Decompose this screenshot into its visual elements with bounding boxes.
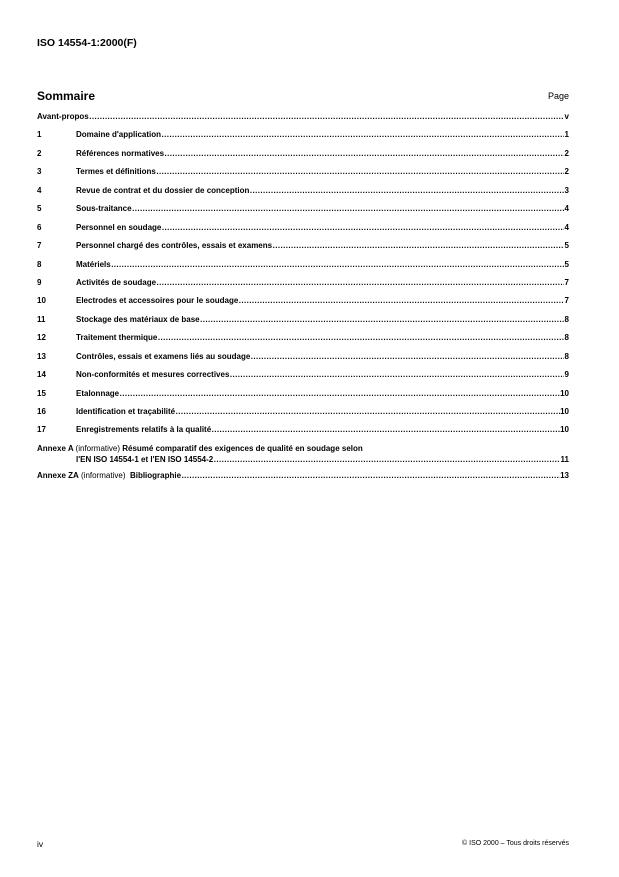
toc-entry-title: Revue de contrat et du dossier de conception bbox=[76, 185, 250, 195]
toc-entry-title: Termes et définitions bbox=[76, 167, 156, 177]
toc-entry-number: 17 bbox=[37, 425, 46, 435]
toc-entry[interactable] bbox=[37, 407, 569, 425]
dot-leader bbox=[230, 370, 564, 379]
toc-entry-page: 7 bbox=[564, 296, 569, 306]
toc-entry-title: Sous-traitance bbox=[76, 204, 132, 214]
toc-entry-number: 16 bbox=[37, 407, 46, 416]
dot-leader bbox=[212, 425, 560, 434]
toc-entry-number: 13 bbox=[37, 351, 46, 361]
toc-entry-annex-za[interactable] bbox=[37, 471, 569, 489]
table-of-contents bbox=[37, 112, 569, 489]
page-column-label: Page bbox=[547, 91, 569, 101]
dot-leader bbox=[111, 260, 564, 269]
toc-entry-page: 1 bbox=[564, 130, 569, 140]
toc-entry[interactable] bbox=[37, 112, 569, 130]
toc-entry[interactable] bbox=[37, 241, 569, 259]
toc-entry-page: 10 bbox=[560, 388, 569, 398]
dot-leader bbox=[251, 352, 564, 361]
contents-title: Sommaire bbox=[37, 89, 96, 103]
toc-entry[interactable] bbox=[37, 278, 569, 296]
annex-za-page: 13 bbox=[560, 470, 569, 480]
toc-entry-page: 5 bbox=[564, 241, 569, 251]
toc-entry-number: 9 bbox=[37, 277, 42, 287]
toc-entry-page: 2 bbox=[564, 167, 569, 177]
toc-entry-title: Matériels bbox=[76, 259, 111, 269]
toc-entry-page: 8 bbox=[564, 351, 569, 361]
toc-entry[interactable] bbox=[37, 389, 569, 407]
toc-entry-page: 10 bbox=[560, 407, 569, 416]
toc-entry-number: 8 bbox=[37, 259, 42, 269]
toc-entry[interactable] bbox=[37, 167, 569, 185]
annex-a-title-line2: l'EN ISO 14554-1 et l'EN ISO 14554-2 bbox=[76, 454, 214, 464]
toc-entry-page: 2 bbox=[564, 148, 569, 158]
toc-entry-title: Identification et traçabilité bbox=[76, 407, 176, 416]
toc-entry-page: 5 bbox=[564, 259, 569, 269]
toc-entry-title: Traitement thermique bbox=[76, 333, 158, 343]
annex-a-label: Annexe A bbox=[37, 443, 74, 453]
dot-leader bbox=[200, 315, 564, 324]
toc-entry-number: 2 bbox=[37, 148, 42, 158]
toc-entry-page: 4 bbox=[564, 222, 569, 232]
toc-entry-title: Contrôles, essais et examens liés au soudage bbox=[76, 351, 251, 361]
toc-entry-number: 14 bbox=[37, 370, 46, 380]
dot-leader bbox=[157, 278, 565, 287]
toc-entry-number: 1 bbox=[37, 130, 42, 140]
dot-leader bbox=[182, 471, 560, 480]
toc-entry-number: 3 bbox=[37, 167, 42, 177]
toc-entry-page: 4 bbox=[564, 204, 569, 214]
toc-entry[interactable] bbox=[37, 370, 569, 388]
annex-za-label: Annexe ZA bbox=[37, 470, 79, 480]
toc-entry-title: Domaine d'application bbox=[76, 130, 162, 140]
toc-entry-title: Personnel chargé des contrôles, essais et examens bbox=[76, 241, 273, 251]
toc-entry-title: Références normatives bbox=[76, 148, 165, 158]
annex-a-page: 11 bbox=[560, 454, 569, 464]
dot-leader bbox=[273, 241, 564, 250]
dot-leader bbox=[214, 455, 560, 464]
toc-entry-title: Avant-propos bbox=[37, 112, 89, 121]
dot-leader bbox=[176, 407, 560, 416]
dot-leader bbox=[239, 296, 564, 305]
toc-entry-annex-a[interactable] bbox=[37, 444, 569, 471]
toc-entry[interactable] bbox=[37, 425, 569, 443]
toc-entry-title: Electrodes et accessoires pour le soudage bbox=[76, 296, 239, 306]
dot-leader bbox=[158, 333, 564, 342]
toc-entry-number: 5 bbox=[37, 204, 42, 214]
annex-za-kind: (informative) bbox=[81, 470, 126, 480]
annex-za-title: Bibliographie bbox=[129, 470, 182, 480]
toc-entry[interactable] bbox=[37, 130, 569, 148]
footer-page-number: iv bbox=[37, 839, 44, 849]
toc-entry[interactable] bbox=[37, 315, 569, 333]
toc-entry-page: 10 bbox=[560, 425, 569, 435]
toc-entry-number: 4 bbox=[37, 185, 42, 195]
toc-entry-number: 10 bbox=[37, 296, 46, 306]
toc-entry-page: 3 bbox=[564, 185, 569, 195]
toc-entry-page: 7 bbox=[564, 277, 569, 287]
toc-entry-number: 6 bbox=[37, 222, 42, 232]
annex-a-title-line1: Résumé comparatif des exigences de qualité en soudage selon bbox=[122, 443, 363, 453]
footer-copyright: © ISO 2000 – Tous droits réservés bbox=[462, 840, 569, 847]
toc-entry-page: 9 bbox=[564, 370, 569, 380]
toc-entry[interactable] bbox=[37, 296, 569, 314]
toc-entry[interactable] bbox=[37, 260, 569, 278]
toc-entry-title: Stockage des matériaux de base bbox=[76, 314, 200, 324]
toc-entry[interactable] bbox=[37, 149, 569, 167]
toc-entry-title: Enregistrements relatifs à la qualité bbox=[76, 425, 212, 435]
toc-entry-title: Personnel en soudage bbox=[76, 222, 162, 232]
toc-entry-title: Activités de soudage bbox=[76, 277, 157, 287]
toc-entry-number: 12 bbox=[37, 333, 46, 343]
document-id: ISO 14554-1:2000(F) bbox=[37, 37, 137, 49]
toc-entry-title: Non-conformités et mesures correctives bbox=[76, 370, 230, 380]
toc-entry-page: 8 bbox=[564, 314, 569, 324]
dot-leader bbox=[156, 167, 564, 176]
dot-leader bbox=[165, 149, 565, 158]
toc-entry-number: 7 bbox=[37, 241, 42, 251]
contents-heading bbox=[37, 89, 569, 105]
dot-leader bbox=[162, 223, 564, 232]
dot-leader bbox=[132, 204, 564, 213]
dot-leader bbox=[89, 112, 564, 121]
toc-entry-number: 15 bbox=[37, 388, 46, 398]
toc-entry-page: v bbox=[564, 112, 569, 121]
dot-leader bbox=[162, 130, 565, 139]
toc-entry[interactable] bbox=[37, 186, 569, 204]
toc-entry-title: Etalonnage bbox=[76, 388, 120, 398]
toc-entry[interactable] bbox=[37, 223, 569, 241]
toc-entry[interactable] bbox=[37, 204, 569, 222]
dot-leader bbox=[250, 186, 564, 195]
toc-entry[interactable] bbox=[37, 352, 569, 370]
toc-entry-number: 11 bbox=[37, 314, 46, 324]
annex-a-kind: (informative) bbox=[75, 443, 120, 453]
toc-entry[interactable] bbox=[37, 333, 569, 351]
dot-leader bbox=[120, 389, 560, 398]
toc-entry-page: 8 bbox=[564, 333, 569, 343]
